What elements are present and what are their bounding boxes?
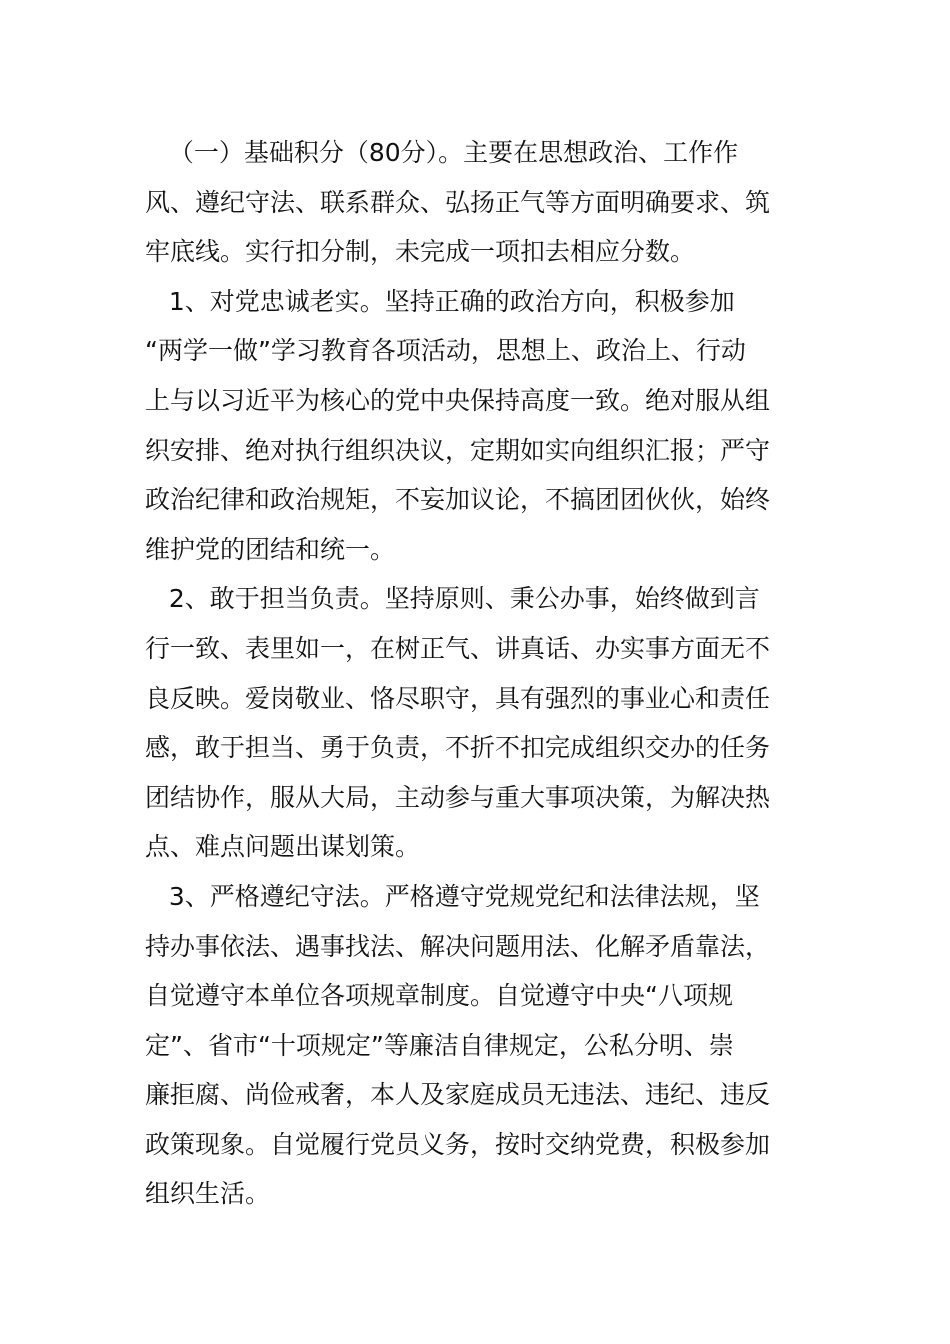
text-line: 行一致、表里如一，在树正气、讲真话、办实事方面无不	[145, 633, 771, 663]
paragraph-item-1	[145, 277, 815, 575]
text-line: 组织生活。	[145, 1179, 271, 1209]
text-line: 良反映。爱岗敬业、恪尽职守，具有强烈的事业心和责任	[145, 683, 771, 713]
paragraph-item-2	[145, 574, 815, 872]
text-line: 持办事依法、遇事找法、解决问题用法、化解矛盾靠法，	[145, 931, 771, 961]
text-line: 织安排、绝对执行组织决议，定期如实向组织汇报；严守	[145, 435, 771, 465]
text-line: 风、遵纪守法、联系群众、弘扬正气等方面明确要求、筑	[145, 187, 771, 217]
text-line: 点、难点问题出谋划策。	[145, 832, 421, 862]
text-line: 维护党的团结和统一。	[145, 534, 396, 564]
paragraph-item-3	[145, 872, 815, 1219]
text-line: “两学一做”学习教育各项活动，思想上、政治上、行动	[145, 336, 746, 366]
document-body	[145, 128, 815, 1219]
text-line: 政治纪律和政治规矩，不妄加议论，不搞团团伙伙，始终	[145, 485, 771, 515]
text-line: 团结协作，服从大局，主动参与重大事项决策，为解决热	[145, 782, 771, 812]
text-line: 自觉遵守本单位各项规章制度。自觉遵守中央“八项规	[145, 981, 733, 1011]
text-line: 牢底线。实行扣分制，未完成一项扣去相应分数。	[145, 237, 696, 267]
text-line: 上与以习近平为核心的党中央保持高度一致。绝对服从组	[145, 385, 771, 415]
text-line: （一）基础积分（80分）。主要在思想政治、工作作	[145, 138, 739, 167]
text-line: 政策现象。自觉履行党员义务，按时交纳党费，积极参加	[145, 1129, 771, 1159]
text-line: 1、对党忠诚老实。坚持正确的政治方向，积极参加	[145, 286, 735, 316]
text-line: 2、敢于担当负责。坚持原则、秉公办事，始终做到言	[145, 584, 760, 614]
paragraph-basic-score	[145, 128, 815, 277]
text-line: 3、严格遵纪守法。严格遵守党规党纪和法律法规，坚	[145, 881, 760, 911]
text-line: 廉拒腐、尚俭戒奢，本人及家庭成员无违法、违纪、违反	[145, 1080, 771, 1110]
text-line: 定”、省市“十项规定”等廉洁自律规定，公私分明、崇	[145, 1030, 734, 1060]
text-line: 感，敢于担当、勇于负责，不折不扣完成组织交办的任务	[145, 733, 771, 763]
